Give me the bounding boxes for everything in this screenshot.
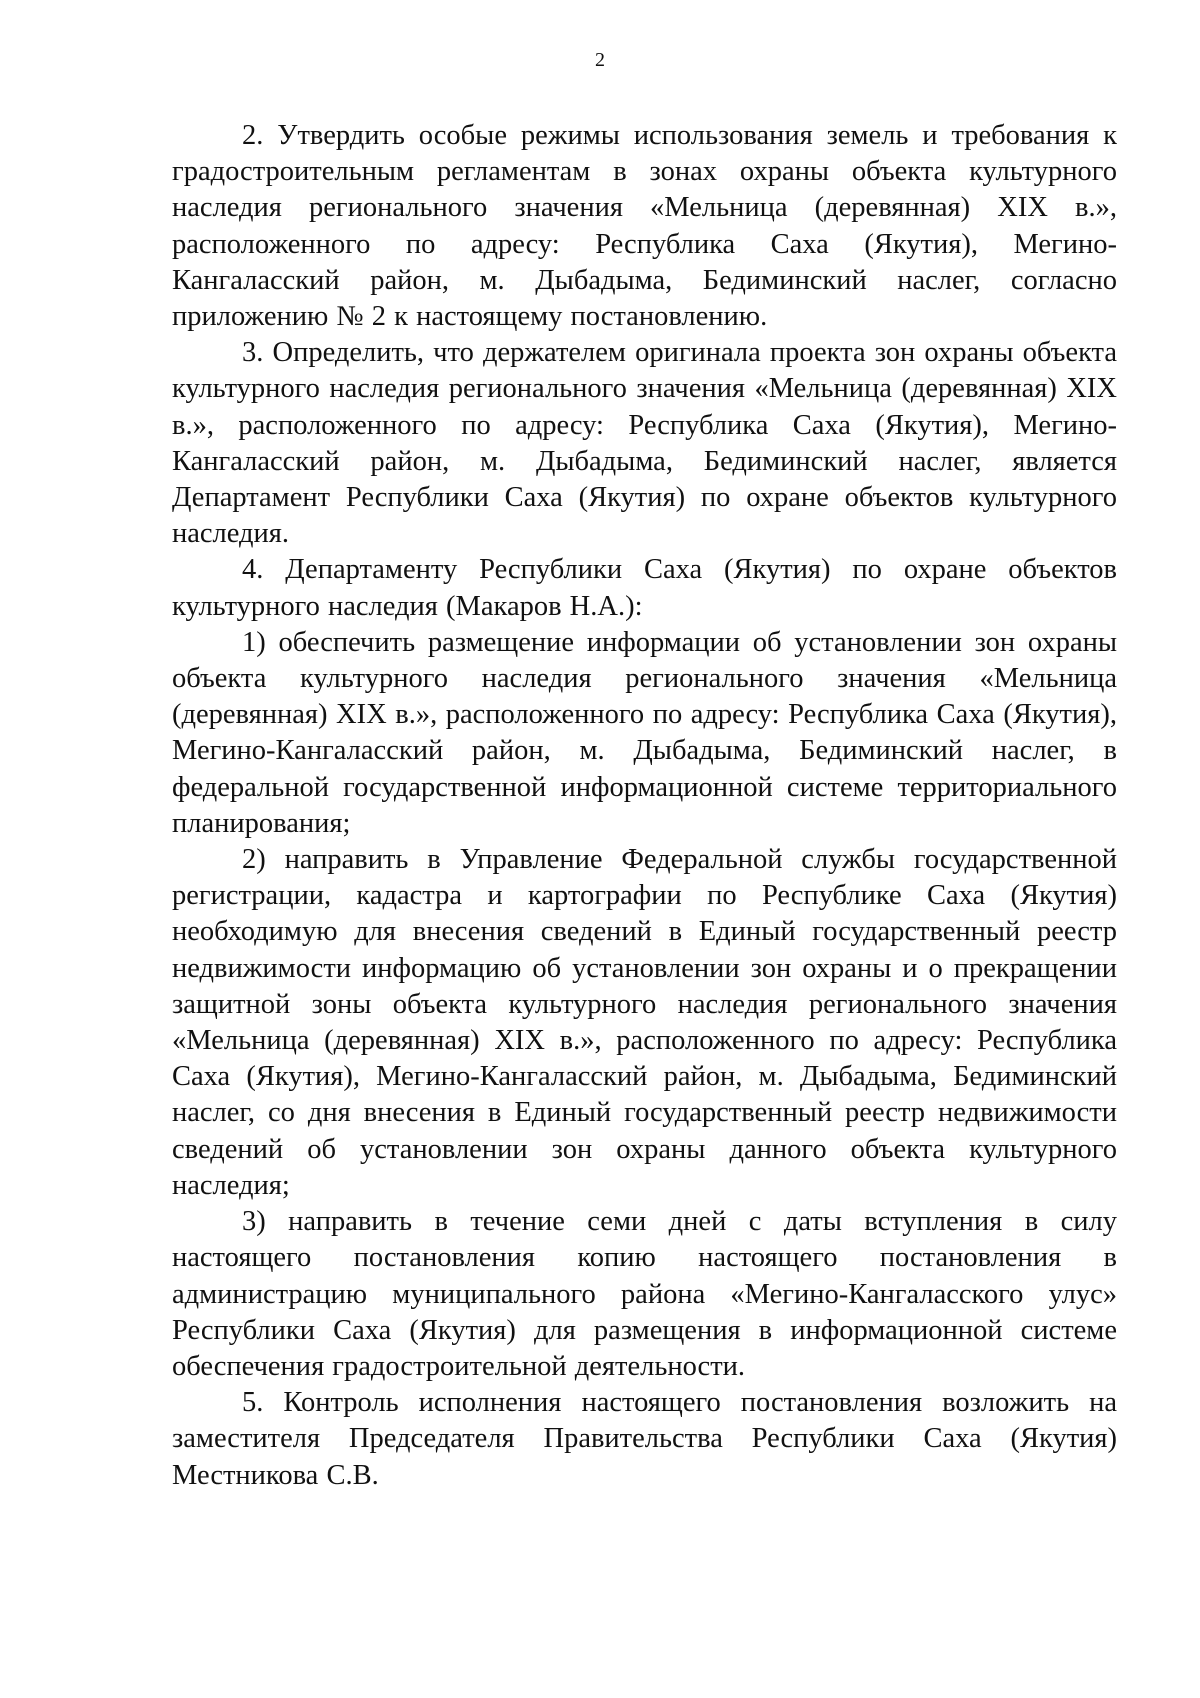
- subparagraph-item-2: 2) направить в Управление Федеральной службы государственной регистрации, кадастра и картографии по Республике Саха (Якутия) необходимую для внесения сведений в Единый государственный реестр недвижимости информацию об установлении зон охраны и о прекращении защитной зоны объекта культурного наследия регионального значения «Мельница (деревянная) XIX в.», расположенного по адресу: Республика Саха (Якутия), Мегино-Кангаласский район, м. Дыбадыма, Бедиминский наслег, со дня внесения в Единый государственный реестр недвижимости сведений об установлении зон охраны данного объекта культурного наследия;: [172, 844, 1117, 1201]
- subparagraph-item-1: 1) обеспечить размещение информации об установлении зон охраны объекта культурного наследия регионального значения «Мельница (деревянная) XIX в.», расположенного по адресу: Республика Саха (Якутия), Мегино-Кангаласский район, м. Дыбадыма, Бедиминский наслег, в федеральной государственной информационной системе территориального планирования;: [172, 626, 1117, 839]
- paragraph-item-3: 3. Определить, что держателем оригинала проекта зон охраны объекта культурного наследия регионального значения «Мельница (деревянная) XIX в.», расположенного по адресу: Республика Саха (Якутия), Мегино-Кангаласский район, м. Дыбадыма, Бедиминский наслег, является Департамент Республики Саха (Якутия) по охране объектов культурного наследия.: [172, 337, 1117, 550]
- document-body: [172, 118, 1117, 1494]
- paragraph-item-2: 2. Утвердить особые режимы использования земель и требования к градостроительным регламентам в зонах охраны объекта культурного наследия регионального значения «Мельница (деревянная) XIX в.», расположенного по адресу: Республика Саха (Якутия), Мегино-Кангаласский район, м. Дыбадыма, Бедиминский наслег, согласно приложению № 2 к настоящему постановлению.: [172, 120, 1117, 333]
- subparagraph-item-3: 3) направить в течение семи дней с даты вступления в силу настоящего постановления копию настоящего постановления в администрацию муниципального района «Мегино-Кангаласского улус» Республики Саха (Якутия) для размещения в информационной системе обеспечения градостроительной деятельности.: [172, 1206, 1117, 1382]
- paragraph-item-4: 4. Департаменту Республики Саха (Якутия) по охране объектов культурного наследия (Макаров Н.А.):: [172, 554, 1117, 622]
- page-number: 2: [595, 49, 605, 71]
- paragraph-item-5: 5. Контроль исполнения настоящего постановления возложить на заместителя Председателя Правительства Республики Саха (Якутия) Местникова С.В.: [172, 1387, 1117, 1491]
